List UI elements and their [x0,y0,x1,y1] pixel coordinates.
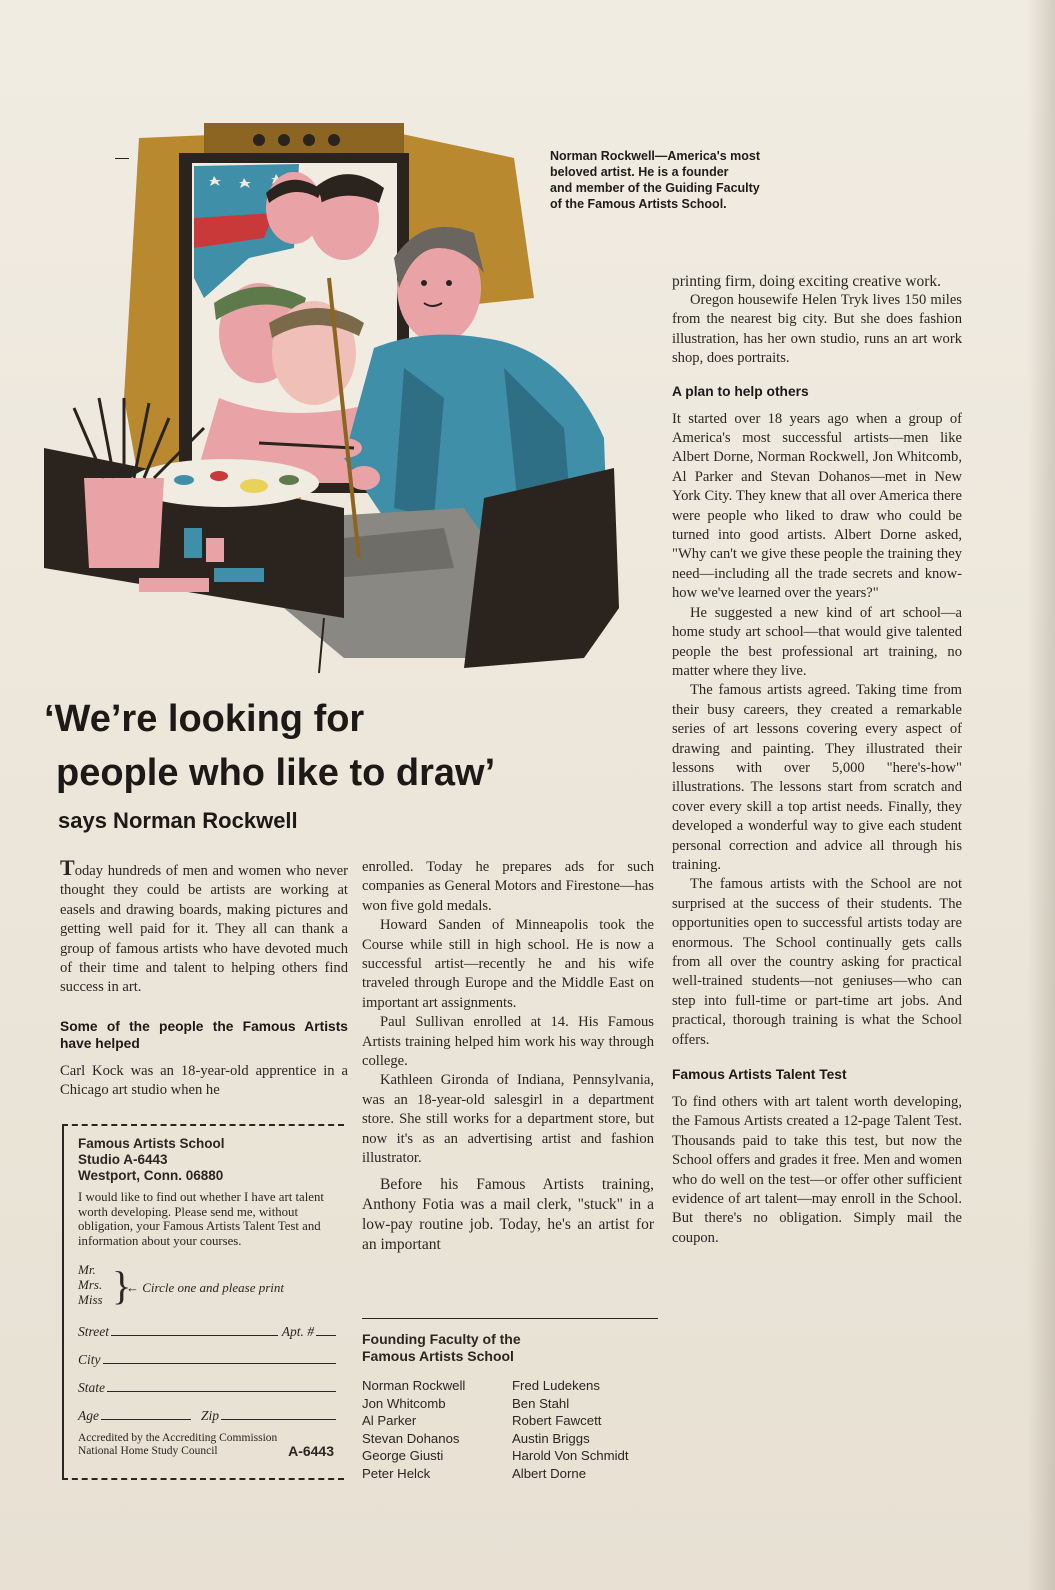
apt-label: Apt. # [281,1324,314,1339]
paragraph-carl-kock: Carl Kock was an 18-year-old apprentice in a Chicago art studio when he [60,1062,348,1099]
faculty-name: Ben Stahl [512,1395,570,1411]
faculty-name: George Giusti [362,1448,444,1463]
age-input-line[interactable] [101,1419,191,1420]
street-field[interactable] [78,1312,340,1340]
coupon-address [78,1136,340,1184]
headline-line-1: ‘We’re looking for [44,698,365,740]
faculty-title [362,1331,658,1365]
faculty-name: Albert Dorne [512,1465,587,1481]
illustration-caption [550,148,810,212]
founding-faculty [362,1318,658,1482]
paragraph-howard-sanden: Howard Sanden of Minneapolis took the Course while still in high school. He is now a successful artist—recently he and his wife traveled through Europe and the Middle East on important art assignments. [362,917,654,1011]
accreditation-line-2: National Home Study Council [78,1445,218,1457]
address-line-3: Westport, Conn. 06880 [78,1168,224,1183]
paragraph-home-study: He suggested a new kind of art school—a home study art school—that would give talented people the best professional art training, no matter where they live. [672,604,962,679]
faculty-name: Harold Von Schmidt [512,1448,629,1463]
age-label: Age [78,1408,99,1423]
faculty-name: Norman Rockwell [362,1378,466,1393]
paint-tubes [184,528,202,558]
intro-paragraph [60,855,348,998]
city-label: City [78,1352,101,1367]
brace-glyph: } [112,1263,132,1308]
paragraph-kathleen-gironda: Kathleen Gironda of Indiana, Pennsylvania, was an 18-year-old salesgirl in a department store. She still works for a department store, but now it's as an advertising artist and fashion illustrator. [362,1072,654,1167]
state-field[interactable] [78,1368,340,1396]
column-2 [362,858,654,1255]
rockwell-illustration [44,98,634,678]
faculty-name: Robert Fawcett [512,1413,602,1428]
city-field[interactable] [78,1340,340,1368]
column-3 [672,272,962,1248]
paragraph-helen-tryk: Oregon housewife Helen Tryk lives 150 miles from the nearest big city. But she does fashion illustration, has her own studio, runs an art work shop, does portraits. [672,292,962,367]
faculty-name: Austin Briggs [512,1430,590,1446]
option-mrs[interactable]: Mrs. [78,1277,103,1292]
subhead-talent-test: Famous Artists Talent Test [672,1067,847,1083]
city-input-line[interactable] [103,1363,337,1364]
faculty-names [362,1377,658,1482]
paragraph-printing-firm: printing firm, doing exciting creative work. [672,273,942,290]
paragraph-talent-test: To find others with art talent worth developing, the Famous Artists created a 12-page Talent Test. Thousands paid to take this test, but now the School offers and grades it free. Men and women who do well on the test—or offer other sufficient evidence of art talent—may enroll in the School. But there's no obligation. Simply mail the coupon. [672,1094,962,1246]
street-label: Street [78,1324,109,1339]
faculty-title-line-2: Famous Artists School [362,1348,514,1364]
faculty-name: Stevan Dohanos [362,1430,460,1446]
age-zip-field[interactable] [78,1396,340,1424]
address-line-2: Studio A-6443 [78,1152,168,1167]
caption-leader-line [115,158,129,159]
accreditation [78,1432,340,1458]
chair [464,468,619,668]
option-mr[interactable]: Mr. [78,1262,96,1277]
mail-coupon[interactable] [62,1124,344,1480]
brush-jar [84,478,164,568]
circle-instruction: ← Circle one and please print [126,1280,285,1295]
title-selector[interactable] [78,1262,340,1312]
paragraph-history: It started over 18 years ago when a group of America's most successful artists—men like Albert Dorne, Norman Rockwell, Jon Whitcomb, Al Parker and Stevan Dohanos—met in New York City. They knew that all over America there were people who liked to draw who could be turned into good artists. Albert Dorne asked, "Why can't we give these people the training they need—including all the trade secrets and know-how we've learned over the years?" [672,410,962,602]
caption-line-2: beloved artist. He is a founder [550,165,729,179]
faculty-name: Jon Whitcomb [362,1395,446,1411]
headline [44,692,604,800]
page-edge-shadow [1027,0,1055,1590]
paragraph-anthony-fotia: Before his Famous Artists training, Anthony Fotia was a mail clerk, "stuck" in a low-pay routine job. Today, he's an artist for an important [362,1175,654,1253]
caption-line-4: of the Famous Artists School. [550,197,727,211]
caption-line-3: and member of the Guiding Faculty [550,181,760,195]
state-input-line[interactable] [107,1391,336,1392]
byline: says Norman Rockwell [58,808,298,833]
subhead-people-helped: Some of the people the Famous Artists have helped [60,1018,348,1051]
apt-input-line[interactable] [316,1335,336,1336]
intro-text: oday hundreds of men and women who never thought they could be artists are working at easels and drawing boards, making pictures and getting well paid for it. They all can thank a group of famous artists who have devoted much of their time and talent to helping others find success in art. [60,863,348,996]
state-label: State [78,1380,105,1395]
subhead-plan-to-help: A plan to help others [672,383,809,399]
faculty-name: Peter Helck [362,1465,431,1481]
option-miss[interactable]: Miss [78,1292,103,1307]
faculty-name: Al Parker [362,1413,417,1428]
paragraph-opportunities: The famous artists with the School are not surprised at the success of their students. The opportunities open to successful artists today are enormous. The School continually gets calls from all over the country asking for practical well-trained students—not geniuses—who can step into full-time or part-time art jobs. And practical, thorough training is what the School offers. [672,876,962,1048]
address-line-1: Famous Artists School [78,1136,225,1151]
faculty-name: Fred Ludekens [512,1378,600,1393]
coupon-request-text: I would like to find out whether I have art talent worth developing. Please send me, without obligation, your Famous Artists Talent Test and information about your courses. [78,1190,324,1248]
accreditation-line-1: Accredited by the Accrediting Commission [78,1432,278,1444]
paragraph-carl-continued: enrolled. Today he prepares ads for such companies as General Motors and Firestone—has won five gold medals. [362,859,654,914]
zip-label: Zip [201,1408,220,1423]
zip-input-line[interactable] [221,1419,336,1420]
column-1 [60,855,348,1101]
faculty-title-line-1: Founding Faculty of the [362,1331,521,1347]
drop-cap: T [60,855,75,880]
street-input-line[interactable] [111,1335,278,1336]
headline-line-2: people who like to draw’ [56,752,496,794]
caption-line-1: Norman Rockwell—America's most [550,149,760,163]
coupon-code: A-6443 [288,1443,334,1459]
paragraph-lessons: The famous artists agreed. Taking time from their busy careers, they created a remarkable series of art lessons covering every aspect of drawing and painting. They illustrated their lessons with over 5,000 "here's-how" illustrations. The lessons start from scratch and cover every skill a top artist needs. Finally, they developed a wonderful way to give each student personal correction and advice all through his training. [672,682,962,873]
paragraph-paul-sullivan: Paul Sullivan enrolled at 14. His Famous Artists training helped him work his way through college. [362,1014,654,1070]
